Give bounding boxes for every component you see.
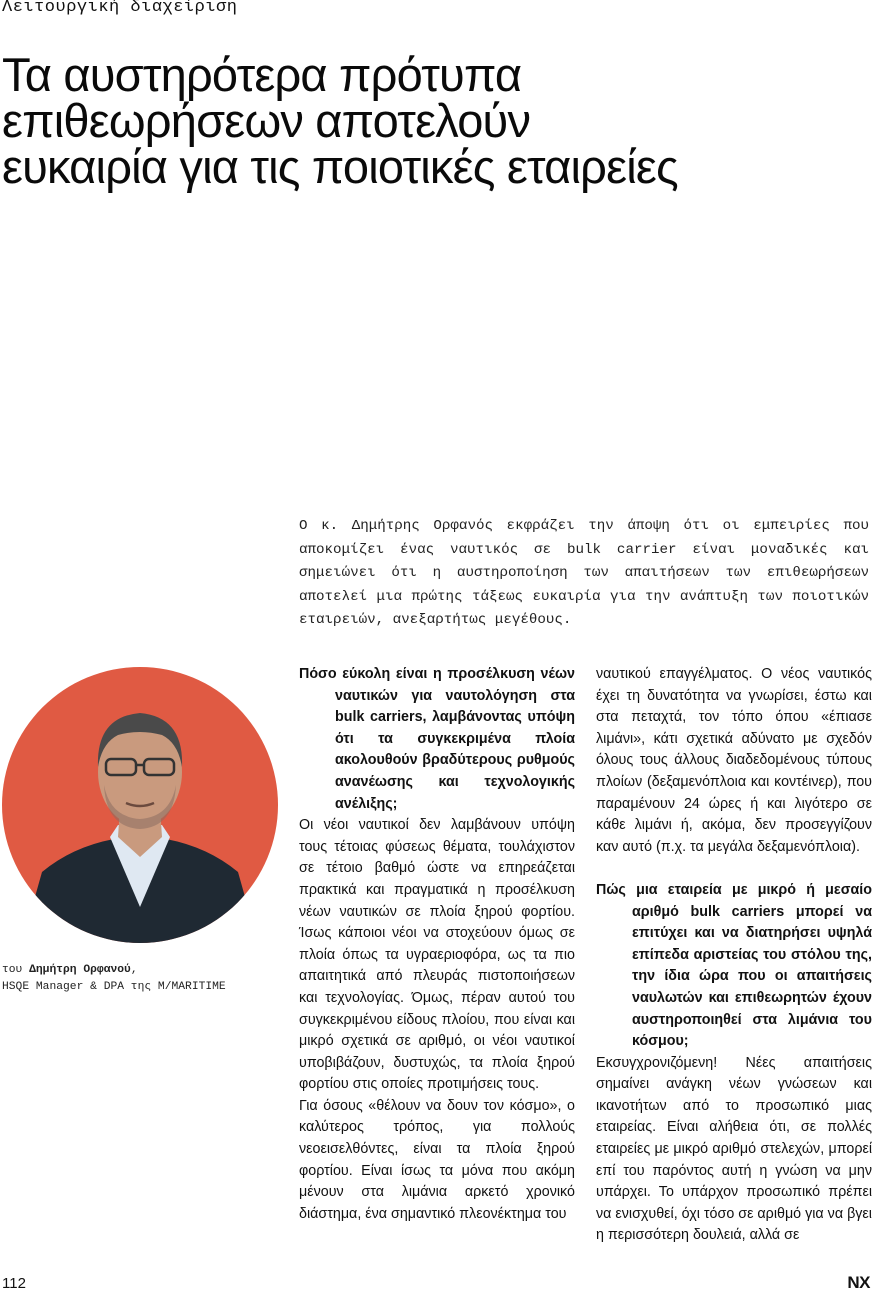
interview-answer: Οι νέοι ναυτικοί δεν λαμβάνουν υπόψη τους τέτοιας φύσεως θέματα, τουλάχιστον σε τέτοιο βαθμό ώστε να επηρεάζεται πρακτικά και πραγματικά η προσέλκυση νέων ναυτικών σε πλοία ξηρού φορτίου. Ίσως κάποιοι νέοι να στοχεύουν όμως σε πλοία όπως τα υγραεριοφόρα, ως τα πιο απαιτητικά από πλευράς πιστοποιήσεων και τεχνολογίας. Όμως, πέραν αυτού του συγκεκριμένου είδους πλοίου, που είναι και μικρό σχετικά σε αριθμό, οι νέοι ναυτικοί υποβιβάζουν, δυστυχώς, τα πλοία ξηρού φορτίου στις οποίες προτιμήσεις τους.	[299, 817, 575, 1093]
text-column-1	[299, 664, 575, 1225]
caption-suffix: ,	[130, 964, 138, 976]
author-photo-illustration	[2, 667, 278, 943]
section-label: Λειτουργική διαχείριση	[2, 0, 238, 17]
article-title	[2, 48, 862, 193]
title-line: επιθεωρήσεων αποτελούν	[2, 94, 531, 147]
interview-question: Πόσο εύκολη είναι η προσέλκυση νέων ναυτικών για ναυτολόγηση στα bulk carriers, λαμβάνοντας υπόψη ότι τα συγκεκριμένα πλοία ακολουθούν βραδύτερους ρυθμούς ανανέωσης και τεχνολογικής ανέλιξης;	[299, 666, 575, 812]
caption-prefix: του	[2, 964, 30, 976]
text-column-2	[596, 664, 872, 1247]
photo-caption	[2, 962, 282, 996]
article-lead: Ο κ. Δημήτρης Ορφανός εκφράζει την άποψη ότι οι εμπειρίες που αποκομίζει ένας ναυτικός σε bulk carrier είναι μοναδικές και σημειώνει ότι η αυστηροποίηση των απαιτήσεων των επιθεωρήσεων αποτελεί μια πρώτης τάξεως ευκαιρία για την ανάπτυξη των ποιοτικών εταιρειών, ανεξαρτήτως μεγέθους.	[299, 518, 869, 628]
page-number: 112	[2, 1275, 26, 1292]
caption-author-name: Δημήτρη Ορφανού	[29, 964, 131, 976]
title-line: Τα αυστηρότερα πρότυπα	[2, 48, 522, 101]
author-portrait	[2, 667, 278, 943]
interview-answer-continued: ναυτικού επαγγέλματος. Ο νέος ναυτικός έχει τη δυνατότητα να γνωρίσει, έστω και στα πεταχτά, τον τόπο όπου «έπιασε λιμάνι», κάτι σχετικά αδύνατο με σχεδόν όλους τους άλλους διαδεδομένους τύπους πλοίων (δεξαμενόπλοια και κοντέινερ), που παραμένουν 24 ώρες ή και λιγότερο σε κάθε λιμάνι ή, ακόμα, δεν προσεγγίζουν καν αυτό (π.χ. τα μεγάλα δεξαμενόπλοια).	[596, 666, 872, 855]
interview-answer: Για όσους «θέλουν να δουν τον κόσμο», ο καλύτερος τρόπος, για πολλούς νεοεισελθόντες, είναι τα πλοία ξηρού φορτίου. Είναι ίσως τα μόνα που ακόμη μένουν στα λιμάνια αρκετό χρονικό διάστημα, ένα σημαντικό πλεονέκτημα του	[299, 1097, 575, 1222]
magazine-logo: NX	[847, 1273, 870, 1292]
interview-answer: Εκσυγχρονιζόμενη! Νέες απαιτήσεις σημαίνει ανάγκη νέων γνώσεων και ικανοτήτων από το προσωπικό μιας εταιρείας. Είναι αλήθεια ότι, σε πολλές εταιρείες με μικρό αριθμό στελεχών, μπορεί επί του παρόντος αυτή η γνώση να μην υπάρχει. Το υπάρχον προσωπικό πρέπει να ενισχυθεί, όχι τόσο σε αριθμό για να βγει η περισσότερη δουλειά, αλλά σε	[596, 1054, 872, 1244]
caption-role: HSQE Manager & DPA της M/MARITIME	[2, 981, 226, 993]
title-line: ευκαιρία για τις ποιοτικές εταιρείες	[2, 140, 678, 193]
interview-question: Πώς μια εταιρεία με μικρό ή μεσαίο αριθμό bulk carriers μπορεί να επιτύχει και να διατηρήσει υψηλά επίπεδα αριστείας του στόλου της, την ίδια ώρα που οι απαιτήσεις ναυλωτών και επιθεωρητών έχουν αυστηροποιηθεί στα λιμάνια του κόσμου;	[596, 881, 872, 1050]
